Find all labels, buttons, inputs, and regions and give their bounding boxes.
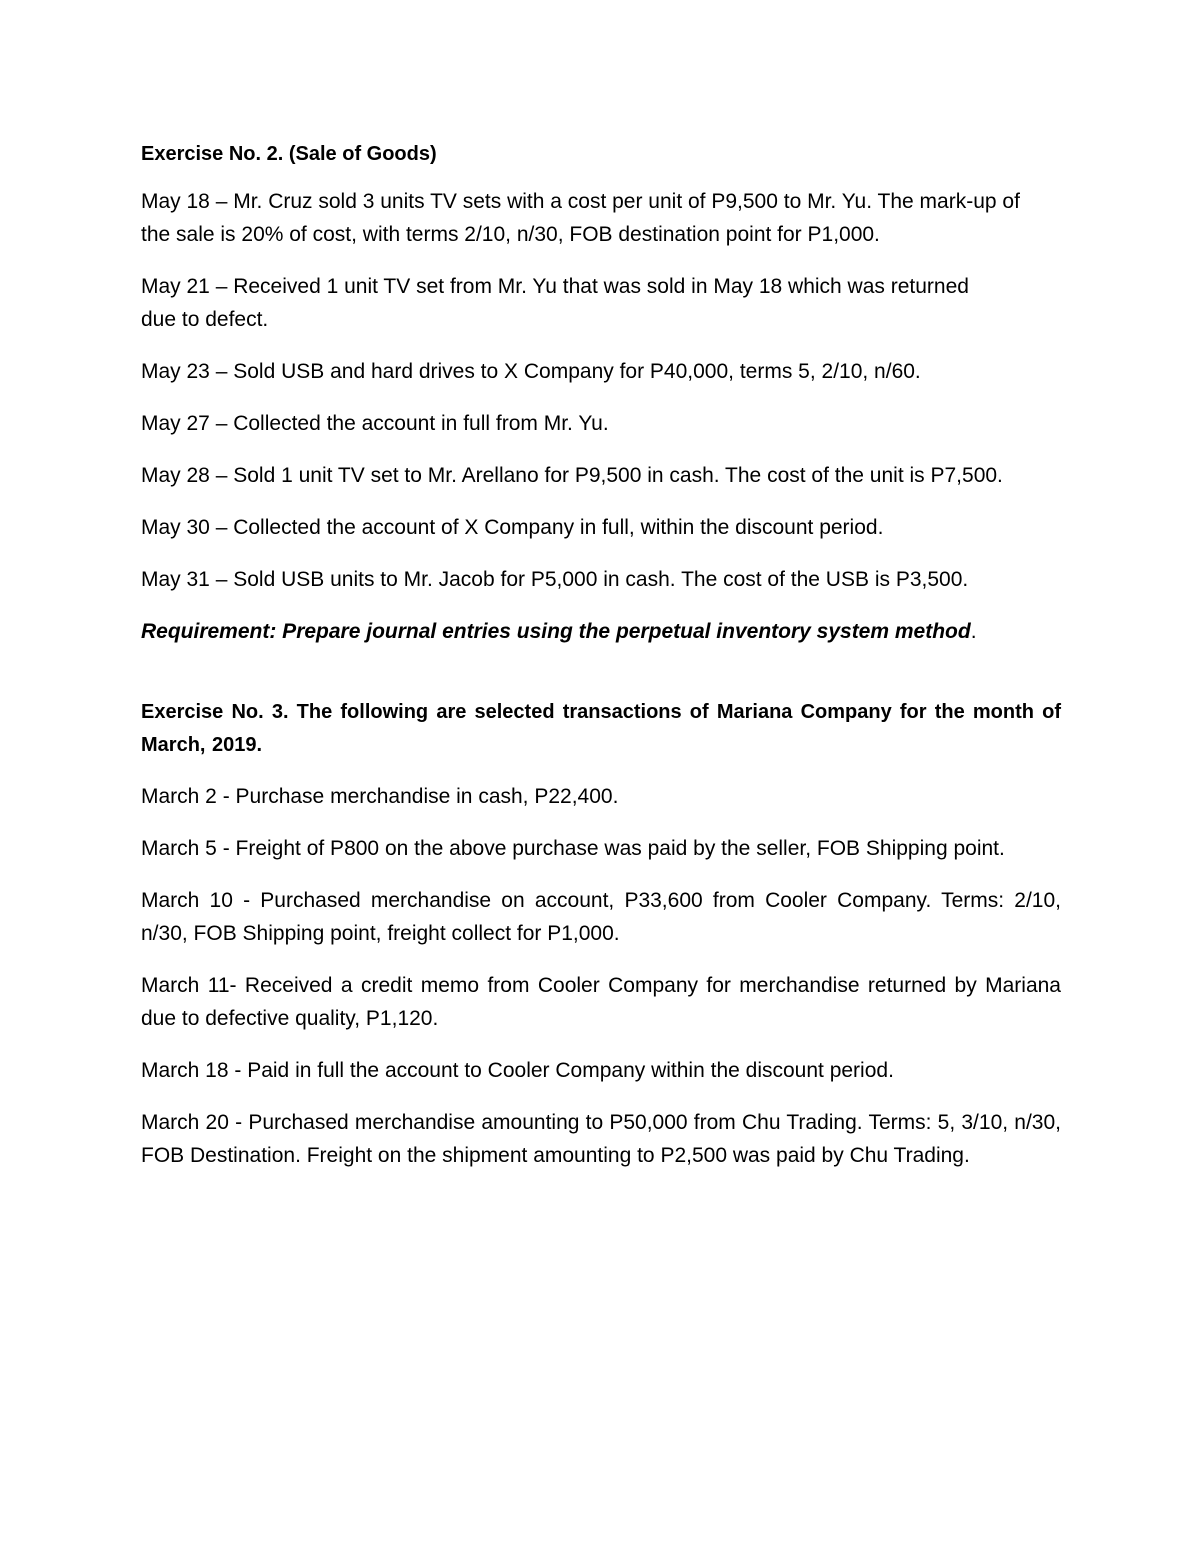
exercise-2-entry-may-23: May 23 – Sold USB and hard drives to X Company for P40,000, terms 5, 2/10, n/60. — [141, 360, 921, 383]
exercise-3-entry-march-2: March 2 - Purchase merchandise in cash, P22,400. — [141, 785, 619, 808]
exercise-3-entry-march-18: March 18 - Paid in full the account to Cooler Company within the discount period. — [141, 1059, 894, 1082]
exercise-2-entry-may-28: May 28 – Sold 1 unit TV set to Mr. Arellano for P9,500 in cash. The cost of the unit is P7,500. — [141, 464, 1003, 487]
exercise-2-heading: Exercise No. 2. (Sale of Goods) — [141, 143, 437, 165]
exercise-2-entry-may-18: May 18 – Mr. Cruz sold 3 units TV sets with a cost per unit of P9,500 to Mr. Yu. The mark-up of the sale is 20% of cost, with terms 2/10, n/30, FOB destination point for P1,000. — [141, 190, 1020, 246]
requirement-period: . — [970, 620, 977, 643]
exercise-2-entry-may-21: May 21 – Received 1 unit TV set from Mr. Yu that was sold in May 18 which was returned due to defect. — [141, 275, 969, 331]
exercise-2-entry-may-27: May 27 – Collected the account in full from Mr. Yu. — [141, 412, 609, 435]
exercise-3-entry-march-10: March 10 - Purchased merchandise on account, P33,600 from Cooler Company. Terms: 2/10, n/30, FOB Shipping point, freight collect for P1,000. — [141, 889, 1061, 945]
exercise-3-heading: Exercise No. 3. The following are selected transactions of Mariana Company for the month of March, 2019. — [141, 701, 1061, 756]
exercise-3-entry-march-11: March 11- Received a credit memo from Cooler Company for merchandise returned by Mariana due to defective quality, P1,120. — [141, 974, 1061, 1030]
requirement-text: Requirement: Prepare journal entries using the perpetual inventory system method — [141, 620, 971, 643]
exercise-3-entry-march-20: March 20 - Purchased merchandise amounting to P50,000 from Chu Trading. Terms: 5, 3/10, n/30, FOB Destination. Freight on the shipment amounting to P2,500 was paid by Chu Trading. — [141, 1111, 1061, 1167]
exercise-2-entry-may-30: May 30 – Collected the account of X Company in full, within the discount period. — [141, 516, 884, 539]
exercise-2-requirement — [141, 615, 1001, 648]
section-spacer — [141, 648, 1061, 696]
exercise-2-entry-may-31: May 31 – Sold USB units to Mr. Jacob for P5,000 in cash. The cost of the USB is P3,500. — [141, 568, 969, 591]
document-page — [141, 138, 1061, 1191]
exercise-3-entry-march-5: March 5 - Freight of P800 on the above purchase was paid by the seller, FOB Shipping point. — [141, 837, 1005, 860]
